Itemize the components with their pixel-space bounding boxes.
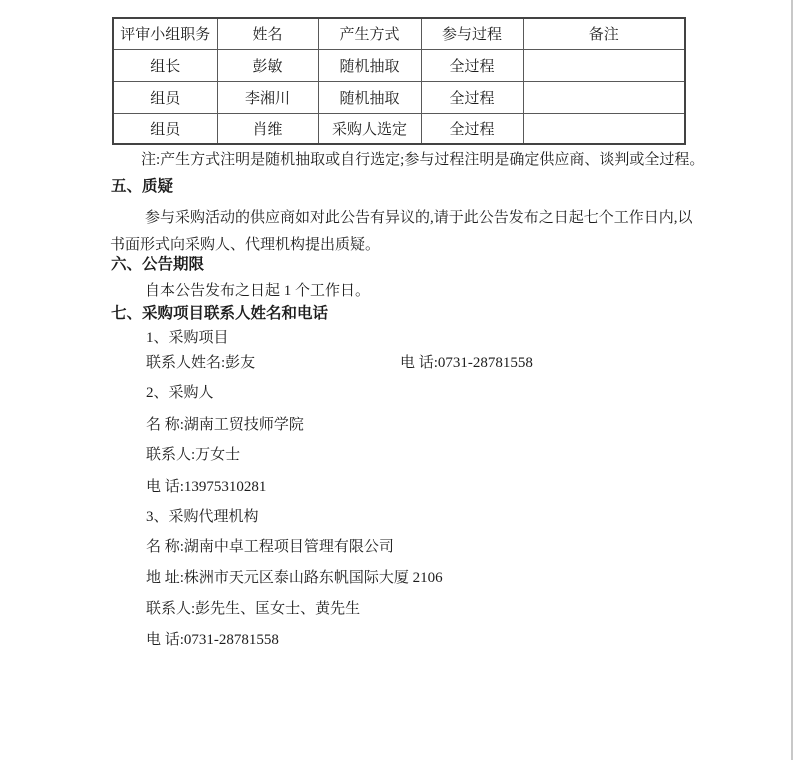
table-cell: 随机抽取: [318, 49, 421, 81]
table-cell: 随机抽取: [318, 81, 421, 113]
purchaser-name: 名 称:湖南工贸技师学院: [146, 417, 304, 433]
table-cell: 组员: [113, 81, 217, 113]
section-7-heading: 七、采购项目联系人姓名和电话: [111, 305, 329, 322]
page-edge-divider: [791, 0, 793, 760]
section-6-body: 自本公告发布之日起 1 个工作日。: [145, 283, 371, 299]
table-row: [113, 49, 685, 81]
table-cell: 肖维: [217, 113, 318, 144]
table-cell: [523, 49, 685, 81]
agency-name: 名 称:湖南中卓工程项目管理有限公司: [146, 539, 394, 555]
purchaser-label: 2、采购人: [146, 385, 214, 401]
purchaser-phone: 电 话:13975310281: [146, 479, 267, 495]
column-header: 评审小组职务: [113, 18, 217, 49]
agency-address: 地 址:株洲市天元区泰山路东帆国际大厦 2106: [146, 570, 443, 586]
section-5-paragraph-line-1: 参与采购活动的供应商如对此公告有异议的,请于此公告发布之日起七个工作日内,以: [145, 210, 693, 226]
table-cell: 李湘川: [217, 81, 318, 113]
column-header: 姓名: [217, 18, 318, 49]
table-cell: 组员: [113, 113, 217, 144]
section-5-heading: 五、质疑: [111, 178, 174, 195]
review-panel-table: [112, 17, 686, 145]
project-phone: 电 话:0731-28781558: [400, 355, 533, 371]
table-cell: 彭敏: [217, 49, 318, 81]
section-5-paragraph-line-2: 书面形式向采购人、代理机构提出质疑。: [110, 237, 381, 253]
column-header: 产生方式: [318, 18, 421, 49]
table-header-row: [113, 18, 685, 49]
purchaser-contact: 联系人:万女士: [146, 447, 241, 463]
column-header: 参与过程: [421, 18, 523, 49]
table-row: [113, 81, 685, 113]
project-contact-name: 联系人姓名:彭友: [146, 355, 256, 371]
agency-phone: 电 话:0731-28781558: [146, 632, 279, 648]
table-cell: [523, 81, 685, 113]
project-label: 1、采购项目: [146, 330, 229, 346]
table-cell: [523, 113, 685, 144]
agency-label: 3、采购代理机构: [146, 509, 259, 525]
table-row: [113, 113, 685, 144]
table-cell: 组长: [113, 49, 217, 81]
table-note: 注:产生方式注明是随机抽取或自行选定;参与过程注明是确定供应商、谈判或全过程。: [141, 152, 705, 168]
table-cell: 全过程: [421, 81, 523, 113]
column-header: 备注: [523, 18, 685, 49]
table-cell: 全过程: [421, 113, 523, 144]
table-cell: 采购人选定: [318, 113, 421, 144]
section-6-heading: 六、公告期限: [111, 256, 205, 273]
agency-contact: 联系人:彭先生、匡女士、黄先生: [146, 601, 361, 617]
table-cell: 全过程: [421, 49, 523, 81]
